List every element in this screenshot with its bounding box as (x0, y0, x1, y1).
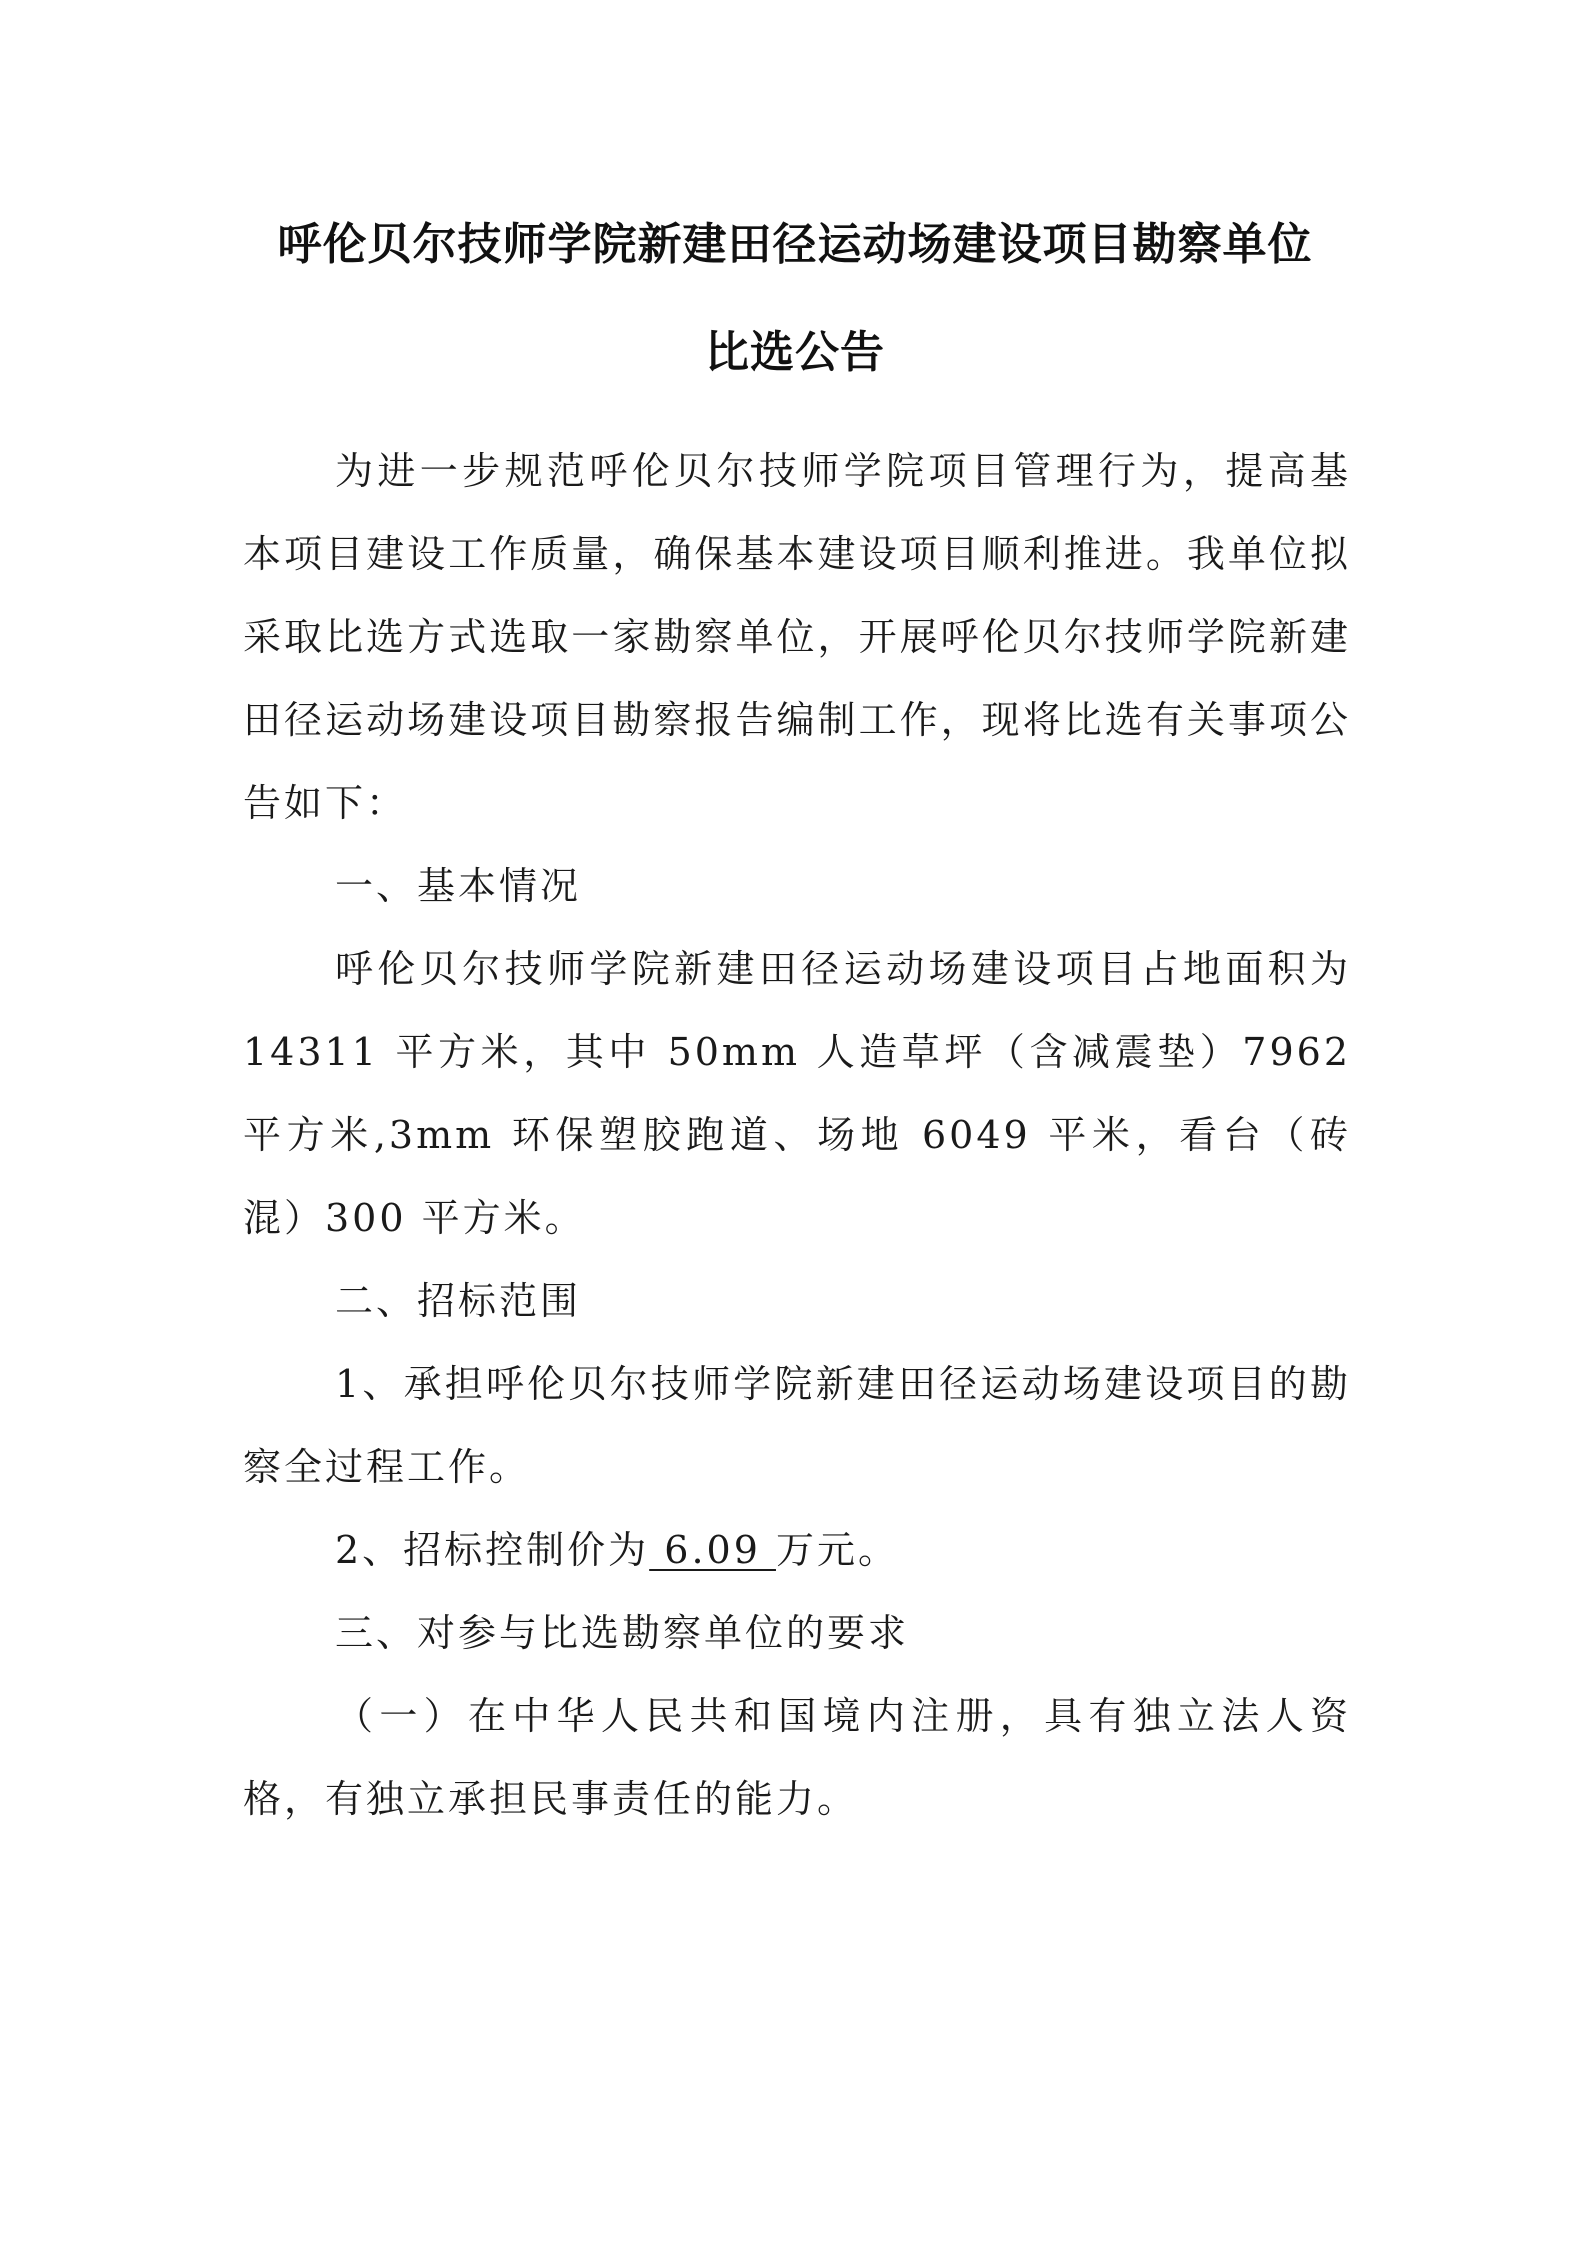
document-title-line-2: 比选公告 (705, 327, 885, 378)
intro-paragraph: 为进一步规范呼伦贝尔技师学院项目管理行为，提高基本项目建设工作质量，确保基本建设项目顺利推进。我单位拟采取比选方式选取一家勘察单位，开展呼伦贝尔技师学院新建田径运动场建设项目勘察报告编制工作，现将比选有关事项公告如下： (243, 449, 1351, 825)
scope-item-2 (243, 1509, 1351, 1592)
section-1-paragraph: 呼伦贝尔技师学院新建田径运动场建设项目占地面积为 14311 平方米，其中 50mm 人造草坪（含减震垫）7962 平方米,3mm 环保塑胶跑道、场地 6049 平米，看台（砖混）300 平方米。 (243, 947, 1351, 1240)
control-price-value: 6.09 (649, 1528, 776, 1572)
section-3-heading: 三、对参与比选勘察单位的要求 (335, 1611, 910, 1655)
scope-item-2-prefix: 2、招标控制价为 (335, 1528, 650, 1572)
document-title-line-1: 呼伦贝尔技师学院新建田径运动场建设项目勘察单位 (277, 219, 1313, 270)
scope-item-1: 1、承担呼伦贝尔技师学院新建田径运动场建设项目的勘察全过程工作。 (243, 1362, 1351, 1489)
requirement-1: （一）在中华人民共和国境内注册，具有独立法人资格，有独立承担民事责任的能力。 (243, 1694, 1351, 1821)
scope-item-2-suffix: 万元。 (775, 1528, 899, 1572)
section-1-heading: 一、基本情况 (335, 864, 582, 908)
document-body (243, 430, 1351, 1841)
section-2-heading: 二、招标范围 (335, 1279, 582, 1323)
